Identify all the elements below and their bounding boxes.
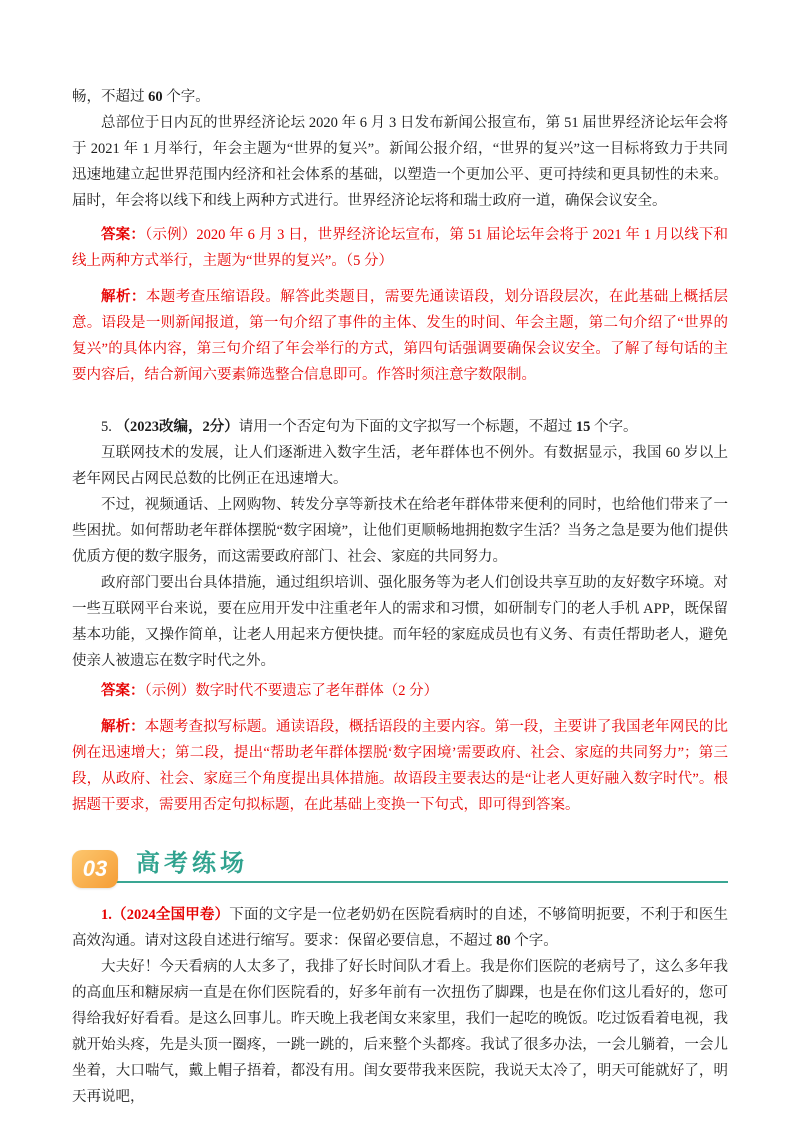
- q1-passage: 大夫好！今天看病的人太多了，我排了好长时间队才看上。我是你们医院的老病号了，这么多年我的高血压和糖尿病一直是在你们医院看的，好多年前有一次扭伤了脚踝，也是在你们这儿看好的，您可得给我好好看看。是这么回事儿。昨天晚上我老闺女来家里，我们一起吃的晚饭。吃过饭看着电视，我就开始头疼，先是头顶一圈疼，一跳一跳的，后来整个头都疼。我试了很多办法，一会儿躺着，一会儿坐着，大口喘气，戴上帽子捂着，都没有用。闺女要带我来医院，我说天太冷了，明天可能就好了，明天再说吧，: [72, 959, 728, 1105]
- q4-tail-number: 60: [148, 89, 163, 105]
- section-underline: [92, 881, 728, 883]
- q1-stem-post: 个字。: [510, 933, 558, 949]
- q4-passage: 总部位于日内瓦的世界经济论坛 2020 年 6 月 3 日发布新闻公报宣布，第 51 届世界经济论坛年会将于 2021 年 1 月举行，年会主题为“世界的复兴”。新闻公报介绍，“世界的复兴”这一目标将致力于共同迅速地建立起世界范围内经济和社会体系的基础，以塑造一个更加公平、更可持续和更具韧性的未来。届时，年会将以线下和线上两种方式进行。世界经济论坛将和瑞士政府一道，确保会议安全。: [72, 115, 728, 209]
- q4-analysis-label: 解析：: [101, 289, 146, 305]
- q5-answer-label: 答案：: [101, 683, 145, 699]
- q1-stem-pre: 下面的文字是一位老奶奶在医院看病时的自述，不够简明扼要，不利于和医生高效沟通。请对这段自述进行缩写。要求：保留必要信息，不超过: [72, 907, 728, 949]
- q5-stem: [72, 414, 728, 440]
- q5-passage-paragraph-1: 互联网技术的发展，让人们逐渐进入数字生活，老年群体也不例外。有数据显示，我国 60 岁以上老年网民占网民总数的比例正在迅速增大。: [72, 445, 728, 487]
- q1-stem-number: 80: [496, 933, 511, 949]
- q4-answer-label: 答案：: [101, 227, 145, 243]
- section-title: 高考练场: [136, 850, 248, 877]
- q5-stem-number: 15: [575, 419, 591, 435]
- q5-answer: [72, 678, 728, 704]
- q1-number: 1.: [101, 907, 112, 923]
- q5-passage-paragraph-2: 不过，视频通话、上网购物、转发分享等新技术在给老年群体带来便利的同时，也给他们带来了一些困扰。如何帮助老年群体摆脱“数字困境”，让他们更顺畅地拥抱数字生活？当务之急是要为他们提供优质方便的数字服务，而这需要政府部门、社会、家庭的共同努力。: [72, 497, 728, 565]
- q5-stem-pre: 请用一个否定句为下面的文字拟写一个标题，不超过: [238, 419, 576, 435]
- q5-number: 5.: [101, 419, 116, 435]
- q1-stem: [72, 902, 728, 954]
- q4-analysis-text: 本题考查压缩语段。解答此类题目，需要先通读语段，划分语段层次，在此基础上概括层意。语段是一则新闻报道，第一句介绍了事件的主体、发生的时间、年会主题，第二句介绍了“世界的复兴”的具体内容，第三句介绍了年会举行的方式，第四句话强调要确保会议安全。了解了每句话的主要内容后，结合新闻六要素筛选整合信息即可。作答时须注意字数限制。: [72, 289, 729, 383]
- q4-tail-post: 个字。: [162, 89, 210, 105]
- q4-continuation-line: [72, 84, 728, 110]
- q4-tail-pre: 畅，不超过: [72, 89, 149, 105]
- q5-analysis-text: 本题考查拟写标题。通读语段，概括语段的主要内容。第一段，主要讲了我国老年网民的比例在迅速增大；第二段，提出“帮助老年群体摆脱‘数字困境’需要政府、社会、家庭的共同努力”；第三段，从政府、社会、家庭三个角度提出具体措施。故语段主要表达的是“让老人更好融入数字时代”。根据题干要求，需要用否定句拟标题，在此基础上变换一下句式，即可得到答案。: [72, 719, 728, 813]
- q5-analysis: [72, 714, 728, 818]
- section-header: [72, 842, 728, 888]
- q5-passage-paragraph-3: 政府部门要出台具体措施，通过组织培训、强化服务等为老人们创设共享互助的友好数字环境。对一些互联网平台来说，要在应用开发中注重老年人的需求和习惯，如研制专门的老人手机 APP，既保留基本功能，又操作简单，让老人用起来方便快捷。而年轻的家庭成员也有义务、有责任帮助老人，避免使亲人被遗忘在数字时代之外。: [72, 575, 728, 669]
- q5-source-tag: （2023改编，2分）: [115, 419, 239, 435]
- q5-stem-post: 个字。: [590, 419, 638, 435]
- q5-answer-text: （示例）数字时代不要遗忘了老年群体（2 分）: [144, 683, 439, 699]
- q4-analysis: [72, 284, 728, 388]
- q4-answer: [72, 222, 728, 274]
- q1-source-tag: （2024全国甲卷）: [111, 907, 230, 923]
- q5-analysis-label: 解析：: [101, 719, 145, 735]
- section-number-badge: 03: [72, 850, 118, 888]
- q4-answer-text: （示例）2020 年 6 月 3 日，世界经济论坛宣布，第 51 届论坛年会将于 2021 年 1 月以线下和线上两种方式举行，主题为“世界的复兴”。（5 分）: [72, 227, 729, 269]
